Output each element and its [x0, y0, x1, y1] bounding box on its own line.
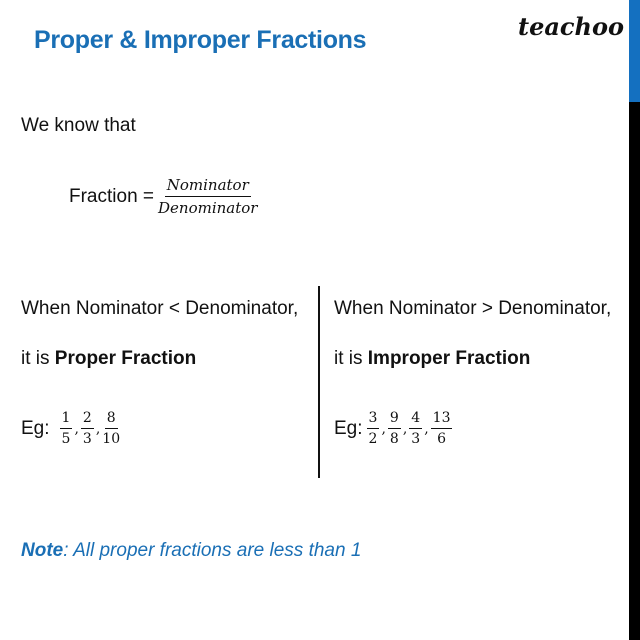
intro-text: We know that — [21, 115, 136, 136]
den: 3 — [82, 431, 92, 447]
num: 2 — [81, 410, 94, 429]
den: 3 — [411, 431, 421, 447]
improper-examples: Eg: $\frac{3}{2}$ , $\frac{9}{8}$ , $\frac{4}{3}$ , $\frac{13}{6}$ — [334, 410, 451, 447]
den: 6 — [437, 431, 447, 447]
den: 5 — [61, 431, 71, 447]
example-fraction — [367, 410, 380, 447]
side-bar — [629, 102, 640, 640]
example-fraction — [431, 410, 453, 447]
proper-examples: Eg: $\frac{1}{5}$ , $\frac{2}{3}$ , $\frac{8}{10}$ — [21, 410, 121, 447]
example-fraction — [388, 410, 401, 447]
note-text: : All proper fractions are less than 1 — [63, 540, 362, 561]
num: 4 — [409, 410, 422, 429]
page-title: Proper & Improper Fractions — [34, 26, 367, 54]
side-accent-bar — [629, 0, 640, 102]
improper-term: Improper Fraction — [367, 348, 531, 369]
den: 2 — [368, 431, 378, 447]
teachoo-logo: teachoo — [518, 12, 624, 41]
column-divider — [318, 286, 320, 478]
fraction-definition — [69, 176, 259, 217]
note — [21, 540, 361, 562]
eg-label: Eg: — [334, 417, 363, 439]
num: 9 — [388, 410, 401, 429]
den: 8 — [389, 431, 399, 447]
num: 13 — [431, 410, 453, 429]
note-label: Note — [21, 540, 64, 561]
fraction-formula — [158, 176, 257, 217]
fraction-label: Fraction = — [69, 185, 155, 207]
proper-term: Proper Fraction — [54, 348, 197, 369]
proper-statement — [21, 348, 196, 370]
proper-condition: When Nominator < Denominator, — [21, 298, 299, 319]
num: 3 — [367, 410, 380, 429]
example-fraction — [81, 410, 94, 447]
improper-condition: When Nominator > Denominator, — [334, 298, 612, 319]
den: 10 — [102, 431, 121, 447]
example-fraction — [102, 410, 120, 447]
improper-statement — [334, 348, 530, 370]
example-fraction — [60, 410, 73, 447]
numerator: Nominator — [165, 176, 251, 197]
num: 8 — [105, 410, 118, 429]
denominator: Denominator — [158, 199, 258, 217]
eg-label: Eg: — [21, 417, 50, 439]
example-fraction — [409, 410, 422, 447]
proper-prefix: it is — [21, 348, 55, 369]
num: 1 — [60, 410, 73, 429]
improper-prefix: it is — [334, 348, 368, 369]
